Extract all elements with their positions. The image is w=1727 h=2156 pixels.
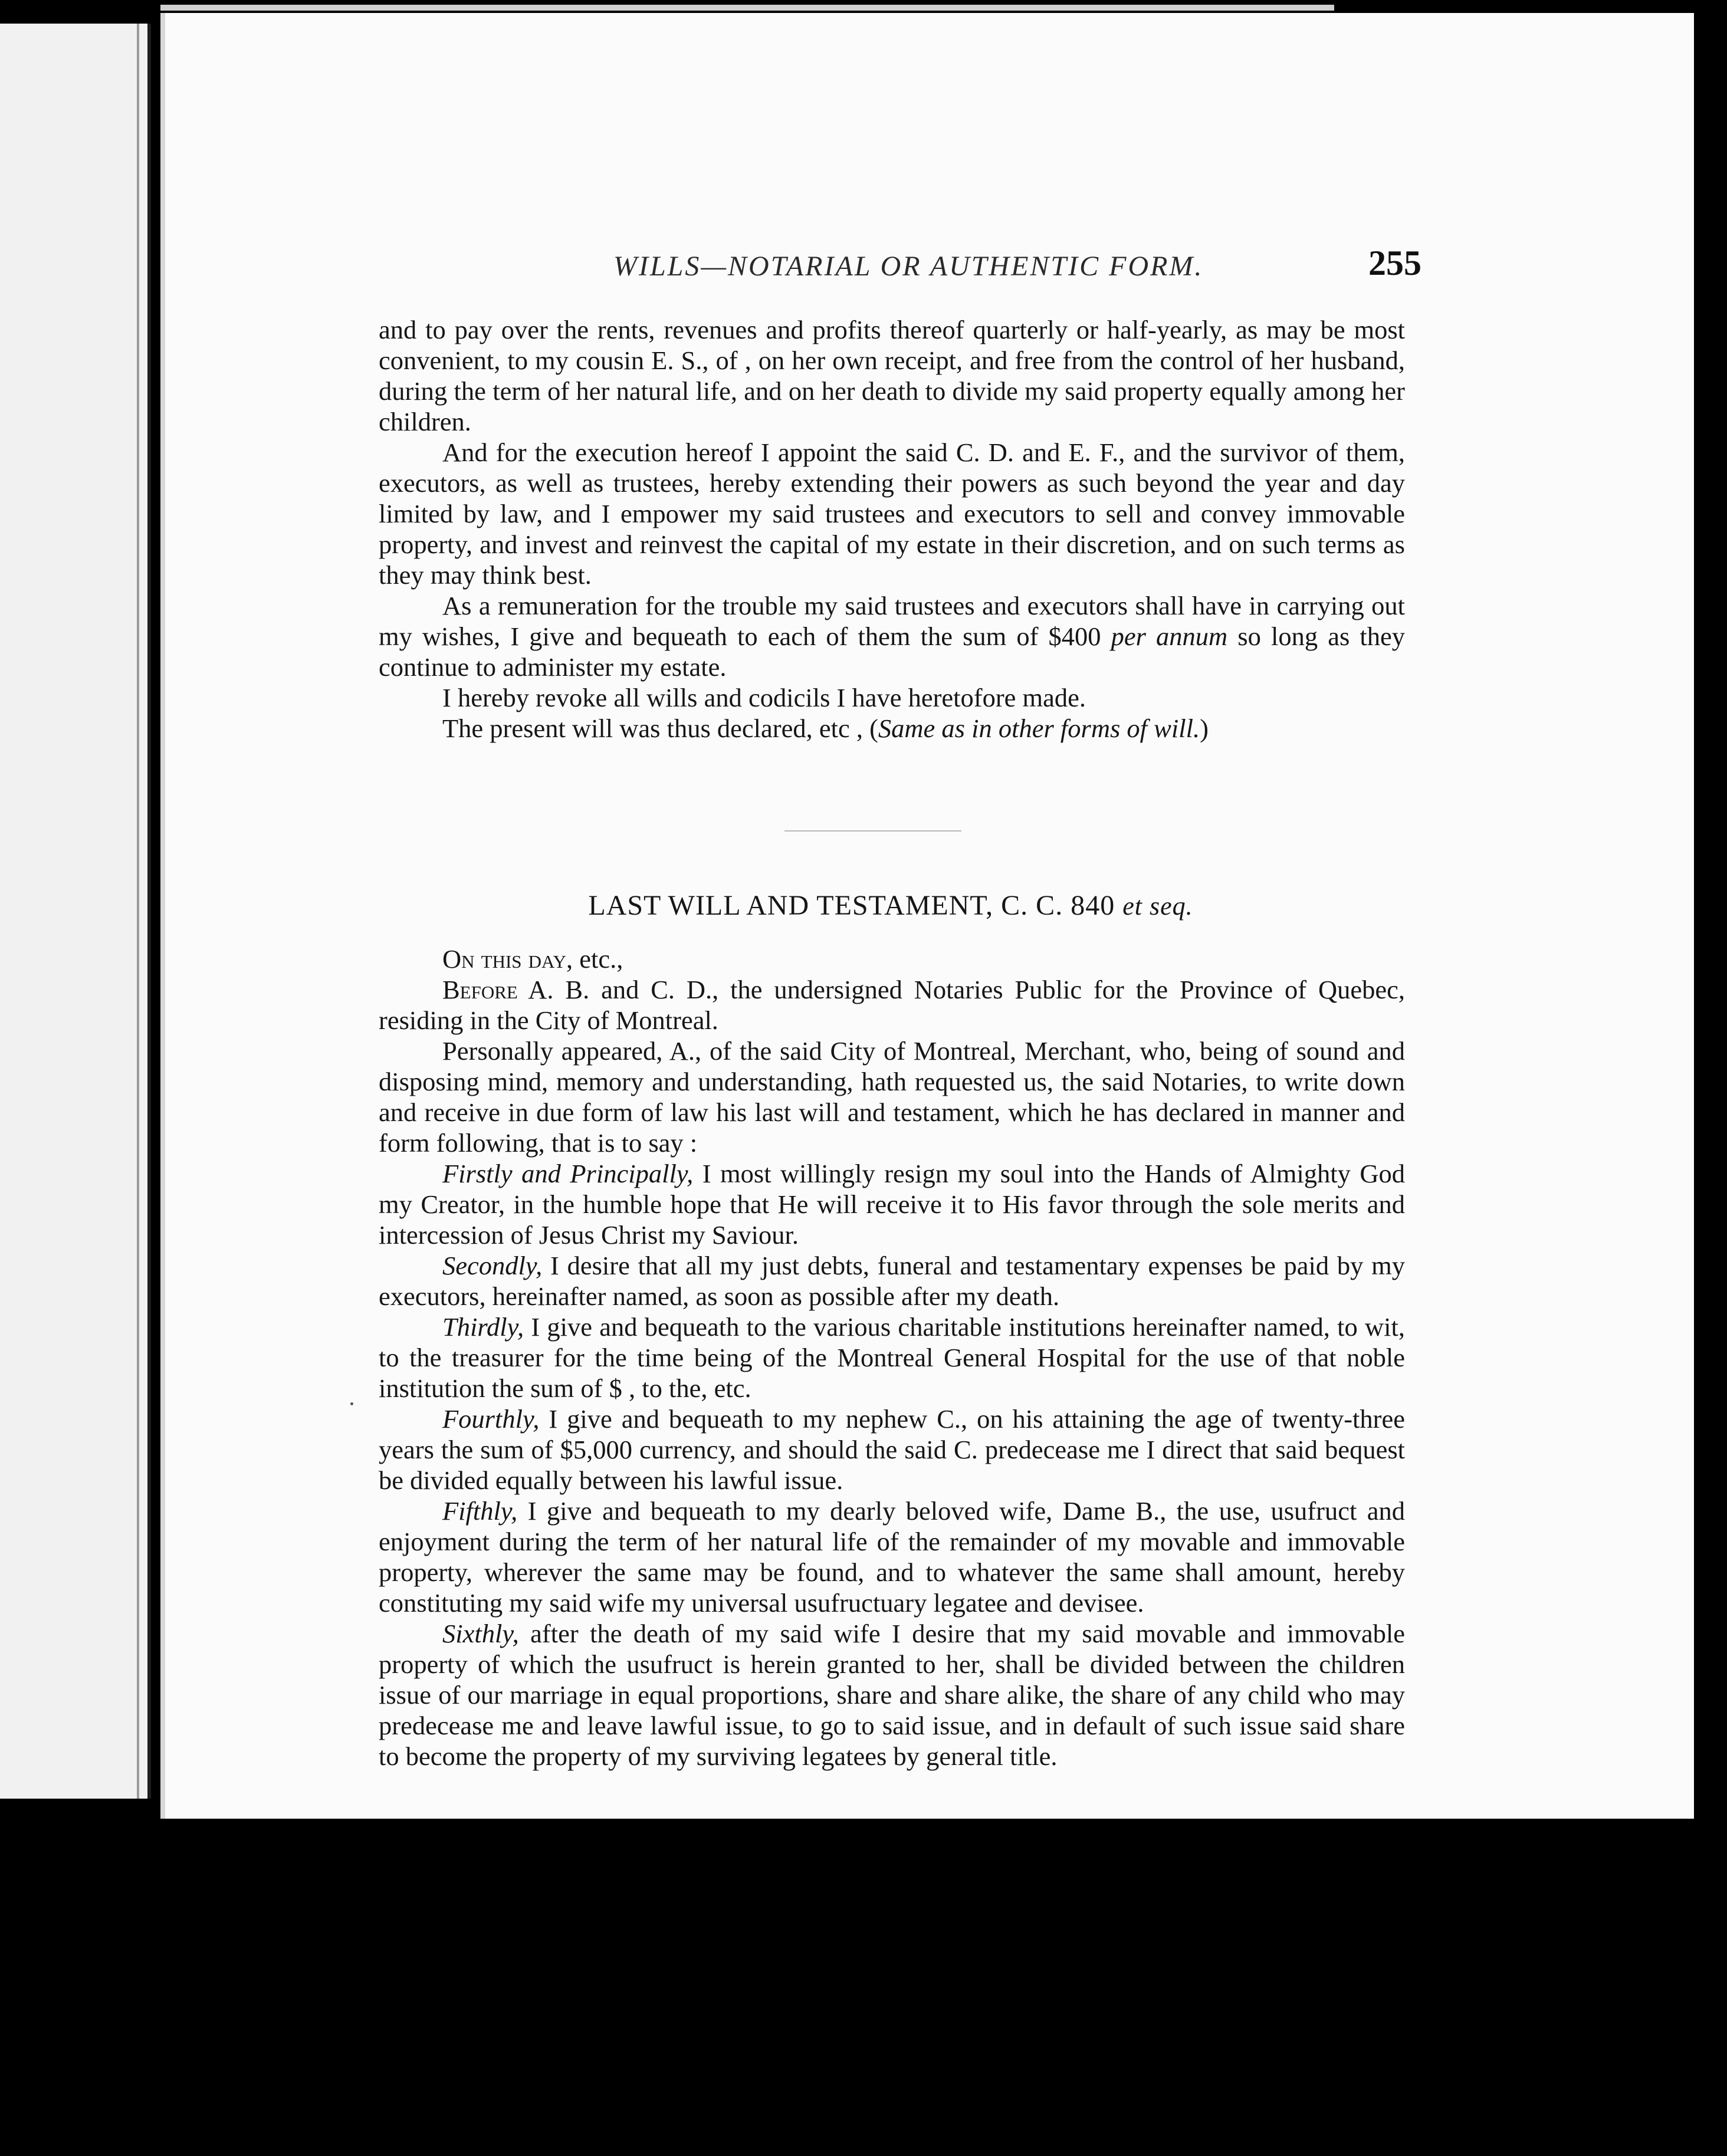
scan-top-edge bbox=[160, 5, 1334, 11]
paragraph-remuneration: As a remuneration for the trouble my said trustees and executors shall have in carrying out my wishes, I give and bequeath to each of them the sum of $400 per annum so long as they continue to administer my estate. bbox=[379, 591, 1405, 682]
paragraph-on-this-day: On this day, etc., bbox=[442, 944, 623, 974]
margin-speck bbox=[350, 1402, 353, 1405]
paragraph-personally-appeared: Personally appeared, A., of the said City of Montreal, Merchant, who, being of sound and disposing mind, memory and understanding, hath requested us, the said Notaries, to write down and receive in due form of law his last will and testament, which he has declared in manner and form following, that is to say : bbox=[379, 1036, 1405, 1158]
paragraph-revocation: I hereby revoke all wills and codicils I have heretofore made. bbox=[442, 683, 1086, 712]
paragraph-fifthly: Fifthly, I give and bequeath to my dearly beloved wife, Dame B., the use, usufruct and enjoyment during the term of her natural life of the remainder of my movable and immovable property, wherever the same may be found, and to whatever the same shall amount, hereby constituting my said wife my universal usufructuary legatee and devisee. bbox=[379, 1496, 1405, 1618]
paragraph-before-notaries: Before A. B. and C. D., the undersigned Notaries Public for the Province of Quebec, residing in the City of Montreal. bbox=[379, 975, 1405, 1035]
running-title: WILLS—NOTARIAL OR AUTHENTIC FORM. bbox=[613, 251, 1204, 282]
page-number: 255 bbox=[1368, 244, 1421, 282]
facing-page-gutter bbox=[137, 24, 139, 1799]
paragraph-executors: And for the execution hereof I appoint the said C. D. and E. F., and the survivor of them, executors, as well as trustees, hereby extending their powers as such beyond the year and day limited by law, and I empower my said trustees and executors to sell and convey immovable property, and invest and reinvest the capital of my estate in their discretion, and on such terms as they may think best. bbox=[379, 438, 1405, 590]
facing-page-edge bbox=[0, 24, 151, 1799]
section-heading: LAST WILL AND TESTAMENT, C. C. 840 et seq. bbox=[588, 890, 1193, 921]
page-left-edge bbox=[160, 13, 165, 1819]
section-divider bbox=[784, 830, 961, 831]
paragraph-thirdly: Thirdly, I give and bequeath to the various charitable institutions hereinafter named, to wit, to the treasurer for the time being of the Montreal General Hospital for the use of that noble institution the sum of $ , to the, etc. bbox=[379, 1312, 1405, 1403]
running-head bbox=[613, 243, 1421, 290]
paragraph-declaration: The present will was thus declared, etc , (Same as in other forms of will.) bbox=[442, 714, 1209, 743]
paragraph-sixthly: Sixthly, after the death of my said wife I desire that my said movable and immovable property of which the usufruct is herein granted to her, shall be divided between the children issue of our marriage in equal proportions, share and share alike, the share of any child who may predecease me and leave lawful issue, to go to said issue, and in default of such issue said share to become the property of my surviving legatees by general title. bbox=[379, 1619, 1405, 1771]
continuation-text bbox=[379, 314, 1405, 744]
paragraph-trust-continuation: and to pay over the rents, revenues and profits thereof quarterly or half-yearly, as may be most convenient, to my cousin E. S., of , on her own receipt, and free from the control of her husband, during the term of her natural life, and on her death to divide my said property equally among her children. bbox=[379, 315, 1405, 436]
paragraph-secondly: Secondly, I desire that all my just debts, funeral and testamentary expenses be paid by my executors, hereinafter named, as soon as possible after my death. bbox=[379, 1251, 1405, 1311]
paragraph-firstly: Firstly and Principally, I most willingly resign my soul into the Hands of Almighty God my Creator, in the humble hope that He will receive it to His favor through the sole merits and intercession of Jesus Christ my Saviour. bbox=[379, 1159, 1405, 1250]
will-text bbox=[379, 944, 1405, 1772]
paragraph-fourthly: Fourthly, I give and bequeath to my nephew C., on his attaining the age of twenty-three years the sum of $5,000 currency, and should the said C. predecease me I direct that said bequest be divided equally between his lawful issue. bbox=[379, 1404, 1405, 1495]
